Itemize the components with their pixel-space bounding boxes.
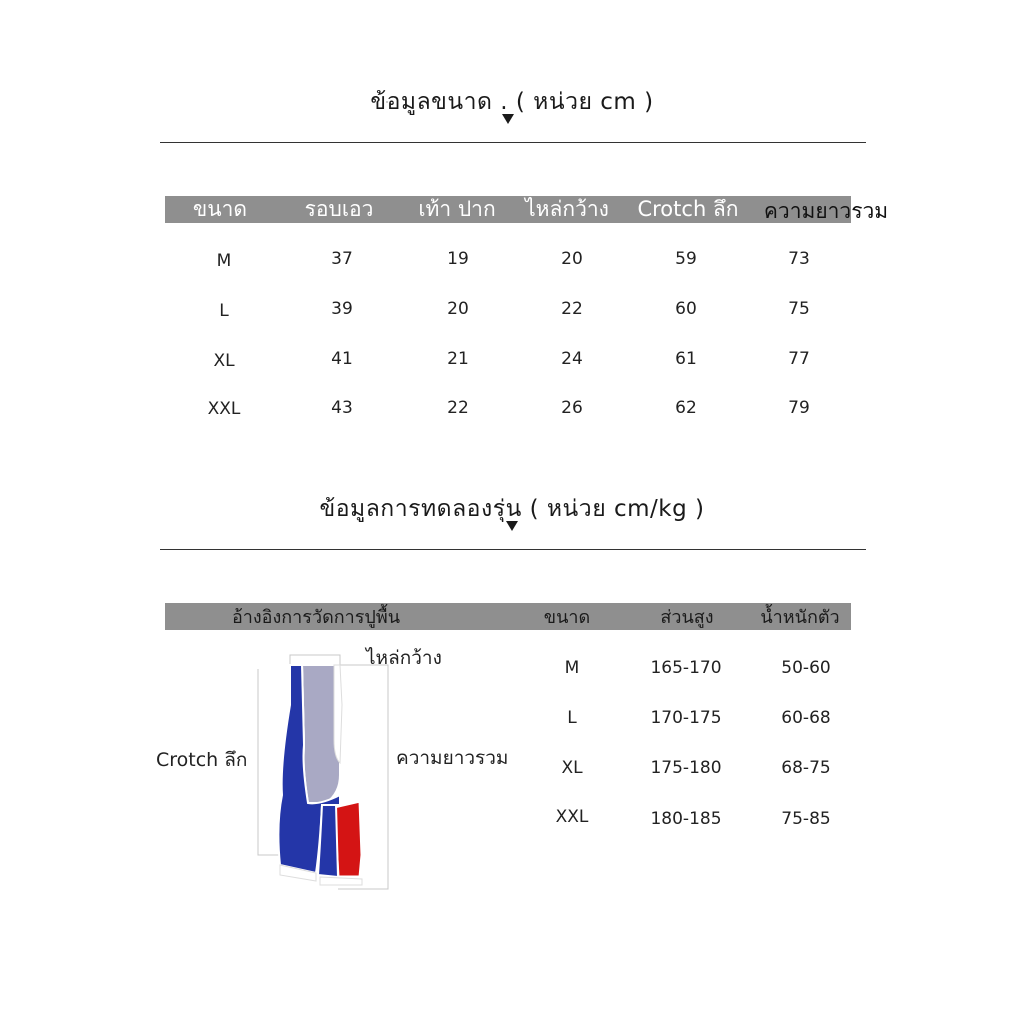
diagram-label-length: ความยาวรวม: [396, 747, 509, 769]
length-cell: 73: [788, 249, 810, 269]
leg-opening-cell: 21: [447, 349, 469, 369]
size-cell: M: [564, 658, 580, 678]
size-cell: M: [216, 251, 232, 271]
diagram-label-shoulder: ไหล่กว้าง: [366, 647, 442, 669]
reference-header: อ้างอิงการวัดการปูพื้น: [231, 607, 401, 628]
leg-opening-cell: 22: [447, 398, 469, 418]
size-header-crotch: Crotch ลึก: [637, 197, 739, 221]
model-header-height: ส่วนสูง: [660, 607, 714, 628]
size-header-size: ขนาด: [192, 197, 248, 221]
model-header-weight: น้ำหนักตัว: [760, 607, 840, 628]
size-cell: XL: [213, 351, 235, 371]
size-cell: XL: [561, 758, 583, 778]
right-strap: [334, 665, 342, 763]
length-cell: 79: [788, 398, 810, 418]
height-cell: 165-170: [650, 658, 722, 678]
waist-cell: 43: [331, 398, 353, 418]
size-section-title: ข้อมูลขนาด . ( หน่วย cm ): [370, 89, 654, 115]
model-header-size: ขนาด: [543, 607, 591, 628]
height-cell: 170-175: [650, 708, 722, 728]
shoulder-cell: 20: [561, 249, 583, 269]
crotch-cell: 61: [675, 349, 697, 369]
bib-shorts-diagram: [250, 645, 400, 895]
shoulder-cell: 26: [561, 398, 583, 418]
weight-cell: 68-75: [781, 758, 831, 778]
size-cell: XXL: [207, 399, 241, 419]
waist-cell: 41: [331, 349, 353, 369]
size-header-waist: รอบเอว: [304, 197, 374, 221]
length-cell: 77: [788, 349, 810, 369]
leg-gripper-right: [320, 877, 362, 885]
leg-opening-cell: 20: [447, 299, 469, 319]
shoulder-cell: 24: [561, 349, 583, 369]
weight-cell: 75-85: [781, 809, 831, 829]
weight-cell: 60-68: [781, 708, 831, 728]
size-header-leg-opening: เท้า ปาก: [418, 197, 496, 221]
weight-cell: 50-60: [781, 658, 831, 678]
rear-panel: [318, 805, 338, 877]
down-arrow-icon: [506, 521, 518, 531]
length-cell: 75: [788, 299, 810, 319]
leg-opening-cell: 19: [447, 249, 469, 269]
size-section-divider: [160, 142, 866, 143]
shoulder-cell: 22: [561, 299, 583, 319]
down-arrow-icon: [502, 114, 514, 124]
size-cell: L: [219, 301, 229, 321]
model-section-title: ข้อมูลการทดลองรุ่น ( หน่วย cm/kg ): [319, 496, 705, 522]
size-table-header-bar: [165, 196, 851, 223]
size-cell: L: [567, 708, 577, 728]
diagram-label-crotch: Crotch ลึก: [156, 749, 248, 771]
crotch-cell: 60: [675, 299, 697, 319]
size-cell: XXL: [555, 807, 589, 827]
model-section-divider: [160, 549, 866, 550]
size-header-shoulder: ไหล่กว้าง: [525, 197, 609, 221]
crotch-cell: 59: [675, 249, 697, 269]
height-cell: 180-185: [650, 809, 722, 829]
waist-cell: 37: [331, 249, 353, 269]
crotch-cell: 62: [675, 398, 697, 418]
waist-cell: 39: [331, 299, 353, 319]
size-header-length: ความยาวรวม: [763, 199, 889, 223]
height-cell: 175-180: [650, 758, 722, 778]
